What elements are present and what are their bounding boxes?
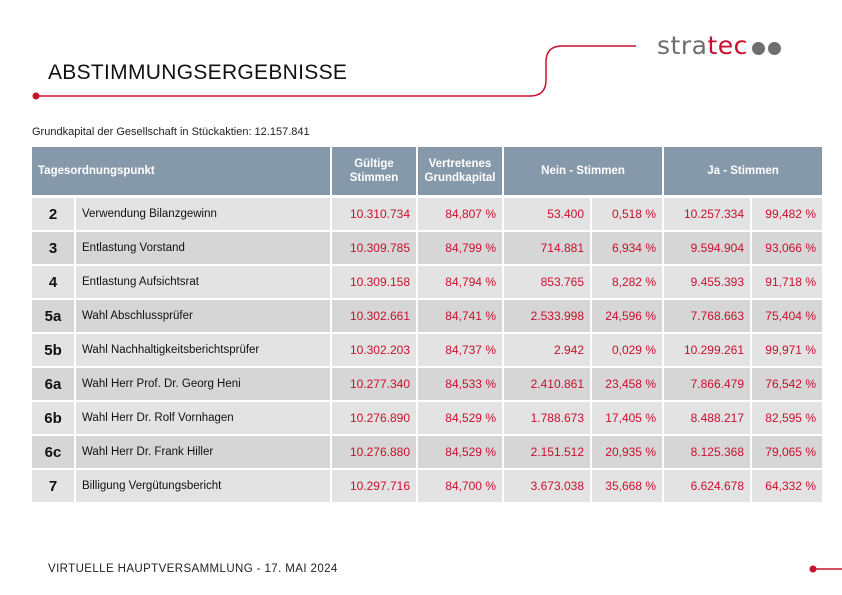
no-votes-percent: 24,596 % xyxy=(592,300,662,334)
header-represented-capital xyxy=(418,147,502,195)
no-votes: 2.942 xyxy=(504,334,590,368)
stratec-logo xyxy=(657,31,781,61)
voting-results-table xyxy=(30,147,824,504)
yes-votes: 10.299.261 xyxy=(664,334,750,368)
represented-capital: 84,529 % xyxy=(418,402,502,436)
represented-capital: 84,794 % xyxy=(418,266,502,300)
logo-dot xyxy=(768,42,781,55)
valid-votes: 10.310.734 xyxy=(332,195,416,232)
no-votes: 2.410.861 xyxy=(504,368,590,402)
header-valid-votes-line1: Gültige xyxy=(354,158,394,170)
table-row xyxy=(32,232,822,266)
valid-votes: 10.276.880 xyxy=(332,436,416,470)
no-votes: 1.788.673 xyxy=(504,402,590,436)
represented-capital: 84,741 % xyxy=(418,300,502,334)
agenda-number: 6a xyxy=(32,368,74,402)
yes-votes: 8.125.368 xyxy=(664,436,750,470)
agenda-label: Wahl Herr Dr. Frank Hiller xyxy=(76,436,330,470)
represented-capital: 84,529 % xyxy=(418,436,502,470)
valid-votes: 10.302.661 xyxy=(332,300,416,334)
no-votes-percent: 0,518 % xyxy=(592,195,662,232)
represented-capital: 84,533 % xyxy=(418,368,502,402)
represented-capital: 84,799 % xyxy=(418,232,502,266)
valid-votes: 10.309.785 xyxy=(332,232,416,266)
table-row xyxy=(32,300,822,334)
yes-votes-percent: 82,595 % xyxy=(752,402,822,436)
no-votes-percent: 6,934 % xyxy=(592,232,662,266)
table-row xyxy=(32,436,822,470)
yes-votes-percent: 79,065 % xyxy=(752,436,822,470)
no-votes: 3.673.038 xyxy=(504,470,590,504)
yes-votes: 6.624.678 xyxy=(664,470,750,504)
table-header-row xyxy=(32,147,822,195)
table-row xyxy=(32,334,822,368)
logo-dot xyxy=(752,42,765,55)
table-row xyxy=(32,266,822,300)
agenda-label: Verwendung Bilanzgewinn xyxy=(76,195,330,232)
yes-votes-percent: 64,332 % xyxy=(752,470,822,504)
no-votes: 2.533.998 xyxy=(504,300,590,334)
agenda-number: 6c xyxy=(32,436,74,470)
agenda-label: Wahl Abschlussprüfer xyxy=(76,300,330,334)
agenda-number: 5b xyxy=(32,334,74,368)
represented-capital: 84,737 % xyxy=(418,334,502,368)
agenda-label: Entlastung Vorstand xyxy=(76,232,330,266)
title-accent-dot xyxy=(33,93,40,100)
yes-votes-percent: 91,718 % xyxy=(752,266,822,300)
yes-votes-percent: 93,066 % xyxy=(752,232,822,266)
represented-capital: 84,700 % xyxy=(418,470,502,504)
agenda-label: Wahl Herr Prof. Dr. Georg Heni xyxy=(76,368,330,402)
agenda-label: Wahl Herr Dr. Rolf Vornhagen xyxy=(76,402,330,436)
agenda-number: 4 xyxy=(32,266,74,300)
header-capital-line2: Grundkapital xyxy=(424,172,496,184)
yes-votes: 7.866.479 xyxy=(664,368,750,402)
page-title: ABSTIMMUNGSERGEBNISSE xyxy=(48,61,348,84)
valid-votes: 10.276.890 xyxy=(332,402,416,436)
valid-votes: 10.302.203 xyxy=(332,334,416,368)
table-row xyxy=(32,470,822,504)
table-row xyxy=(32,195,822,232)
no-votes-percent: 35,668 % xyxy=(592,470,662,504)
header-yes-votes: Ja - Stimmen xyxy=(664,147,822,195)
header-valid-votes xyxy=(332,147,416,195)
no-votes-percent: 8,282 % xyxy=(592,266,662,300)
represented-capital: 84,807 % xyxy=(418,195,502,232)
agenda-number: 5a xyxy=(32,300,74,334)
no-votes: 53.400 xyxy=(504,195,590,232)
no-votes: 714.881 xyxy=(504,232,590,266)
no-votes-percent: 17,405 % xyxy=(592,402,662,436)
header-agenda: Tagesordnungspunkt xyxy=(32,147,330,195)
agenda-label: Entlastung Aufsichtsrat xyxy=(76,266,330,300)
agenda-number: 7 xyxy=(32,470,74,504)
yes-votes-percent: 99,482 % xyxy=(752,195,822,232)
valid-votes: 10.277.340 xyxy=(332,368,416,402)
no-votes: 2.151.512 xyxy=(504,436,590,470)
agenda-number: 2 xyxy=(32,195,74,232)
agenda-label: Billigung Vergütungsbericht xyxy=(76,470,330,504)
valid-votes: 10.309.158 xyxy=(332,266,416,300)
valid-votes: 10.297.716 xyxy=(332,470,416,504)
table-row xyxy=(32,368,822,402)
logo-text-tec: tec xyxy=(707,31,748,60)
no-votes-percent: 23,458 % xyxy=(592,368,662,402)
yes-votes-percent: 99,971 % xyxy=(752,334,822,368)
footer-event-label: VIRTUELLE HAUPTVERSAMMLUNG - 17. MAI 2024 xyxy=(48,563,338,575)
yes-votes-percent: 75,404 % xyxy=(752,300,822,334)
yes-votes: 10.257.334 xyxy=(664,195,750,232)
header-no-votes: Nein - Stimmen xyxy=(504,147,662,195)
share-capital-note: Grundkapital der Gesellschaft in Stückaktien: 12.157.841 xyxy=(32,126,310,138)
no-votes-percent: 20,935 % xyxy=(592,436,662,470)
agenda-number: 6b xyxy=(32,402,74,436)
footer-accent-dot xyxy=(810,566,817,573)
table-body xyxy=(32,195,822,504)
yes-votes: 8.488.217 xyxy=(664,402,750,436)
header-valid-votes-line2: Stimmen xyxy=(349,172,399,184)
logo-text-stra: stra xyxy=(657,31,708,60)
yes-votes-percent: 76,542 % xyxy=(752,368,822,402)
agenda-label: Wahl Nachhaltigkeitsberichtsprüfer xyxy=(76,334,330,368)
yes-votes: 7.768.663 xyxy=(664,300,750,334)
agenda-number: 3 xyxy=(32,232,74,266)
header-capital-line1: Vertretenes xyxy=(428,158,492,170)
yes-votes: 9.594.904 xyxy=(664,232,750,266)
no-votes-percent: 0,029 % xyxy=(592,334,662,368)
no-votes: 853.765 xyxy=(504,266,590,300)
table-row xyxy=(32,402,822,436)
yes-votes: 9.455.393 xyxy=(664,266,750,300)
